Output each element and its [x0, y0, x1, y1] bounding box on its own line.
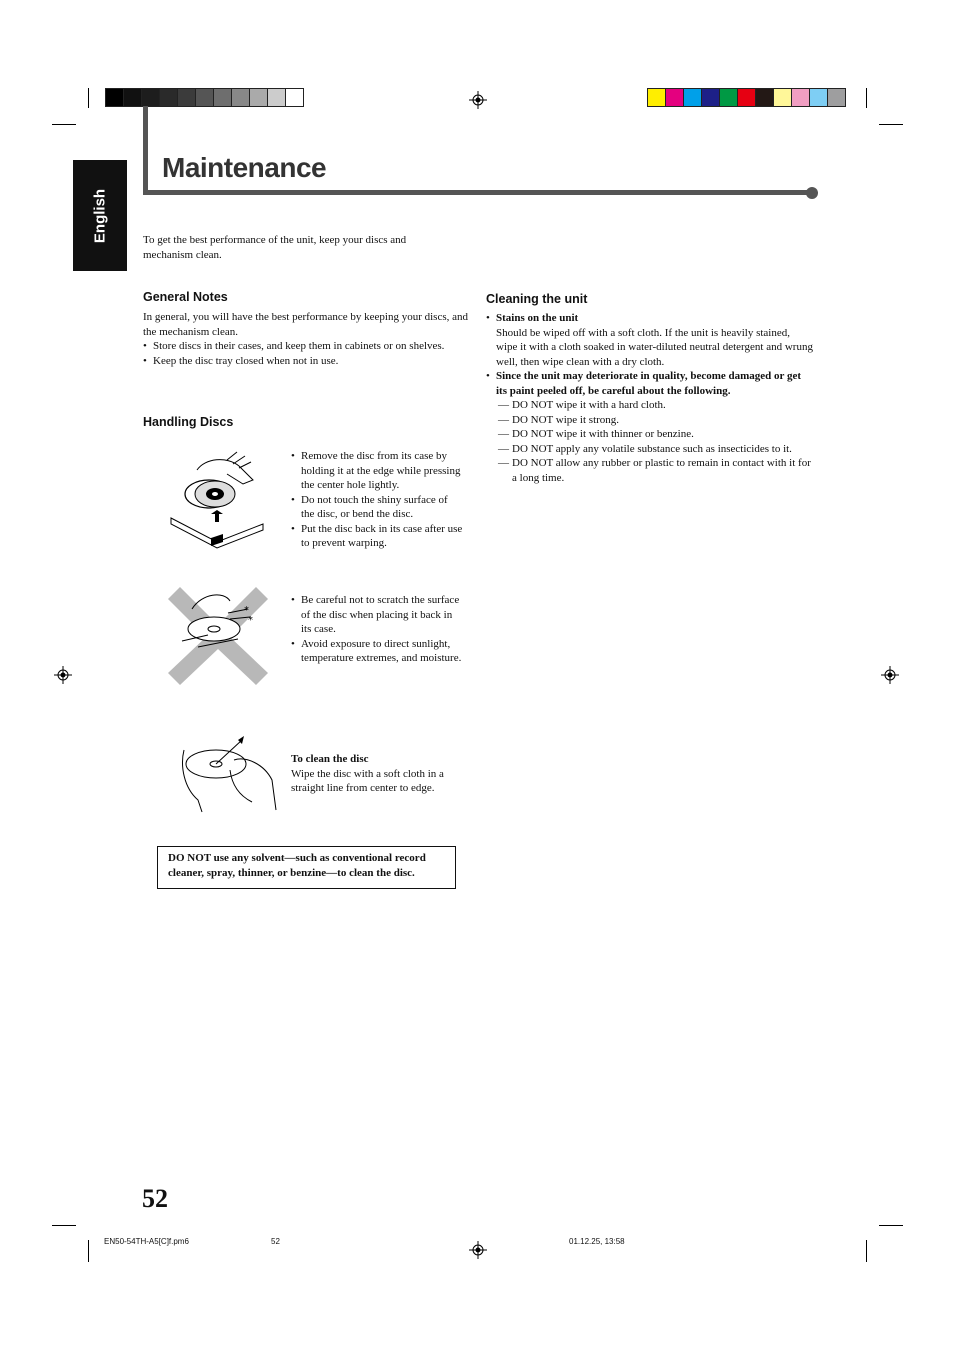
footer-filename: EN50-54TH-A5[C]f.pm6: [104, 1237, 189, 1246]
crop-mark: [52, 124, 76, 125]
list-item: • Be careful not to scratch the surface of the disc when placing it back in its case.: [291, 593, 463, 637]
svg-text:*: *: [248, 615, 253, 626]
color-swatch: [285, 88, 304, 107]
list-item: — DO NOT allow any rubber or plastic to remain in contact with it for a long time.: [496, 456, 814, 485]
registration-mark-icon: [54, 666, 72, 684]
language-tab: English: [73, 160, 127, 271]
stains-text: Should be wiped off with a soft cloth. If the unit is heavily stained, wipe it with a cloth soaked in water-diluted neutral detergent and wrung well, then wipe clean with a dry cloth.: [496, 326, 813, 368]
list-item: — DO NOT wipe it strong.: [496, 413, 814, 428]
color-swatch: [647, 88, 666, 107]
list-item: — DO NOT wipe it with a hard cloth.: [496, 398, 814, 413]
intro-text: To get the best performance of the unit, keep your discs and mechanism clean.: [143, 234, 407, 261]
grey-color-bar: [106, 88, 304, 107]
process-color-bar: [648, 88, 846, 107]
title-rule-vertical: [143, 106, 148, 195]
color-swatch: [213, 88, 232, 107]
registration-mark-icon: [469, 1241, 487, 1259]
handling-group-1: [291, 449, 463, 551]
color-swatch: [773, 88, 792, 107]
crop-mark: [866, 1240, 867, 1262]
color-swatch: [159, 88, 178, 107]
color-swatch: [177, 88, 196, 107]
cleaning-unit-heading: Cleaning the unit: [486, 292, 588, 306]
footer-timestamp: 01.12.25, 13:58: [569, 1237, 625, 1246]
crop-mark: [88, 88, 89, 108]
color-swatch: [719, 88, 738, 107]
color-swatch: [249, 88, 268, 107]
general-notes-body: [143, 310, 468, 368]
color-swatch: [737, 88, 756, 107]
solvent-warning-box: DO NOT use any solvent—such as conventional record cleaner, spray, thinner, or benzine—to clean the disc.: [157, 846, 456, 889]
color-swatch: [809, 88, 828, 107]
footer-page: 52: [271, 1237, 280, 1246]
list-item: • Remove the disc from its case by holding it at the edge while pressing the center hole lightly.: [291, 449, 463, 493]
list-item: • Put the disc back in its case after use to prevent warping.: [291, 522, 463, 551]
color-swatch: [791, 88, 810, 107]
crop-mark: [879, 124, 903, 125]
deteriorate-heading: • Since the unit may deteriorate in quality, become damaged or get its paint peeled off, be careful about the following.: [496, 370, 802, 397]
title-rule-horizontal: [143, 190, 811, 195]
disc-cleaning-illustration: [180, 730, 278, 814]
color-swatch: [827, 88, 846, 107]
list-item: • Store discs in their cases, and keep them in cabinets or on shelves.: [143, 339, 468, 354]
crop-mark: [88, 1240, 89, 1262]
list-item: — DO NOT apply any volatile substance such as insecticides to it.: [496, 442, 814, 457]
color-swatch: [701, 88, 720, 107]
general-notes-paragraph: In general, you will have the best performance by keeping your discs, and the mechanism clean.: [143, 311, 469, 338]
clean-disc-heading: To clean the disc: [291, 753, 369, 765]
general-notes-heading: General Notes: [143, 290, 228, 304]
color-swatch: [141, 88, 160, 107]
list-item: • Avoid exposure to direct sunlight, temperature extremes, and moisture.: [291, 637, 463, 666]
page-title: Maintenance: [162, 152, 327, 183]
color-swatch: [105, 88, 124, 107]
color-swatch: [231, 88, 250, 107]
registration-mark-icon: [469, 91, 487, 109]
color-swatch: [755, 88, 774, 107]
color-swatch: [665, 88, 684, 107]
svg-text:*: *: [244, 605, 249, 616]
list-item: • Do not touch the shiny surface of the disc, or bend the disc.: [291, 493, 463, 522]
cleaning-unit-body: [486, 311, 814, 485]
clean-disc-text: Wipe the disc with a soft cloth in a straight line from center to edge.: [291, 767, 444, 794]
color-swatch: [195, 88, 214, 107]
color-swatch: [123, 88, 142, 107]
handling-discs-heading: Handling Discs: [143, 415, 234, 429]
clean-disc-block: [291, 752, 466, 796]
list-item: — DO NOT wipe it with thinner or benzine.: [496, 427, 814, 442]
crop-mark: [52, 1225, 76, 1226]
disc-scratch-warning-illustration: [168, 587, 268, 685]
registration-mark-icon: [881, 666, 899, 684]
list-item: [486, 369, 814, 398]
color-swatch: [267, 88, 286, 107]
list-item: • Keep the disc tray closed when not in use.: [143, 354, 468, 369]
color-swatch: [683, 88, 702, 107]
list-item: [486, 311, 814, 369]
stains-heading: • Stains on the unit: [496, 312, 579, 324]
title-rule-dot: [806, 187, 818, 199]
crop-mark: [866, 88, 867, 108]
handling-group-2: [291, 593, 463, 666]
disc-tray-illustration: [167, 450, 265, 550]
page-number: 52: [142, 1184, 168, 1213]
crop-mark: [879, 1225, 903, 1226]
